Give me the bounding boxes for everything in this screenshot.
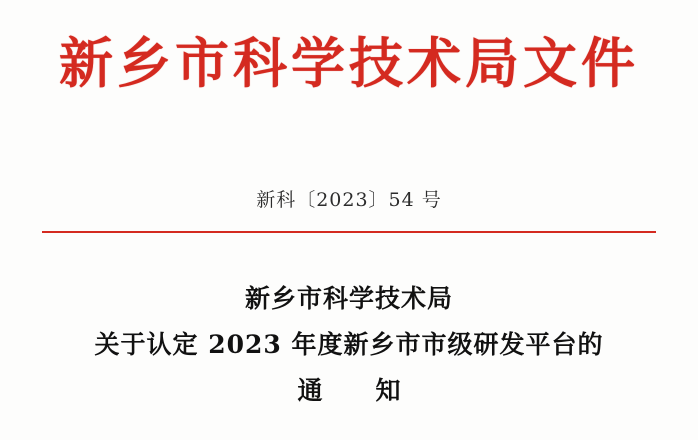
document-title-line-1: 新乡市科学技术局 [244, 284, 453, 313]
document-title-line-3: 通 知 [297, 376, 415, 405]
document-title-line-2: 关于认定 2023 年度新乡市市级研发平台的 [94, 330, 604, 359]
document-masthead-title: 新乡市科学技术局文件 [59, 31, 639, 95]
document-title-block [0, 276, 698, 414]
document-number: 新科〔2023〕54 号 [256, 189, 442, 211]
red-separator-rule [42, 231, 656, 233]
